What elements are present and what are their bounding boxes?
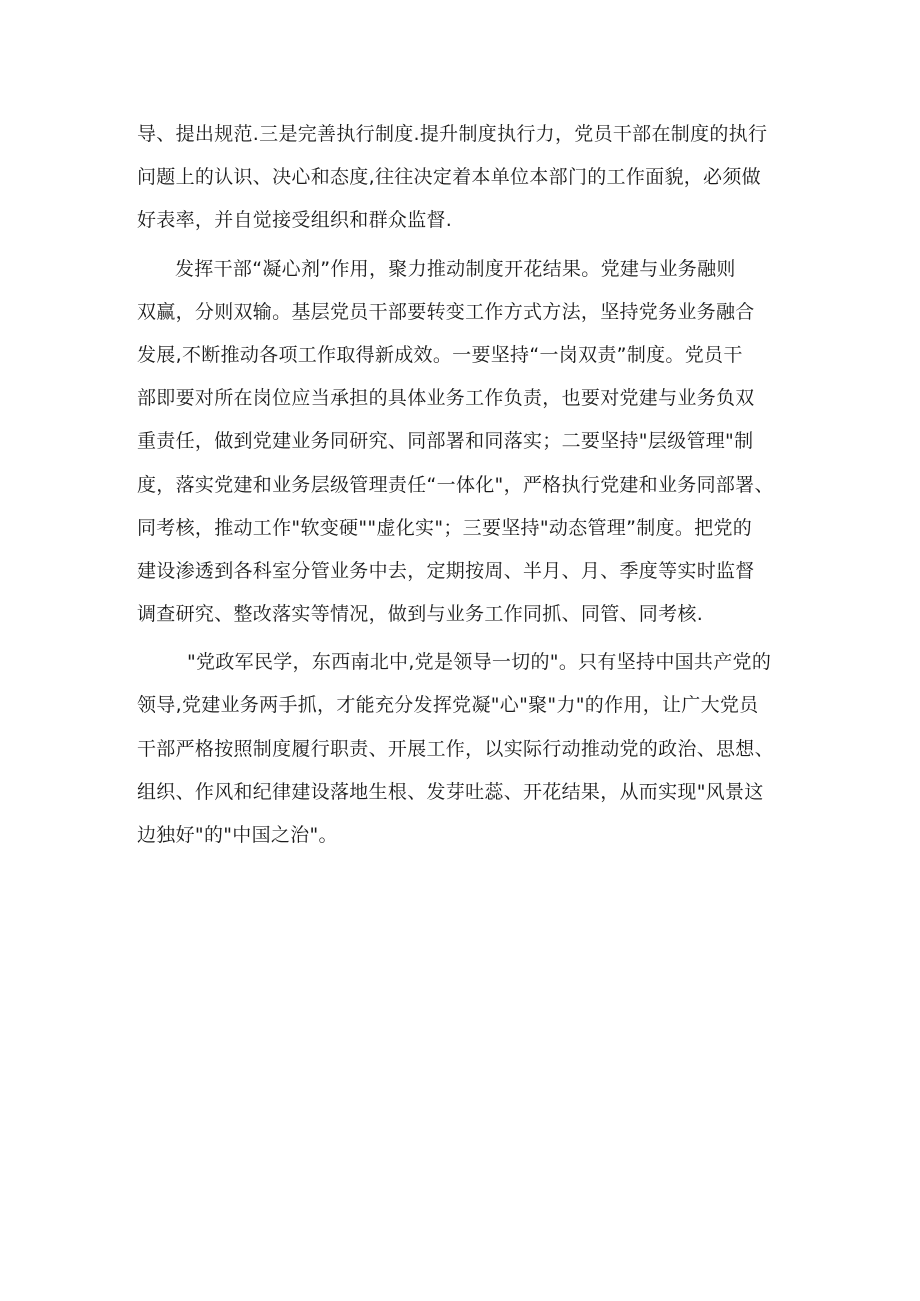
paragraph-2-line-9: 调查研究、整改落实等情况，做到与业务工作同抓、同管、同考核. bbox=[137, 603, 704, 626]
paragraph-3-line-5: 边独好"的"中国之治"。 bbox=[137, 824, 338, 846]
paragraph-2-line-4: 部即要对所在岗位应当承担的具体业务工作负责，也要对党建与业务负双 bbox=[137, 387, 755, 410]
paragraph-3-line-4: 组织、作风和纪律建设落地生根、发芽吐蕊、开花结果，从而实现"风景这 bbox=[137, 780, 764, 803]
paragraph-2-line-5: 重责任，做到党建业务同研究、同部署和同落实；二要坚持"层级管理"制 bbox=[137, 430, 754, 453]
paragraph-3-line-3: 干部严格按照制度履行职责、开展工作，以实际行动推动党的政治、思想、 bbox=[137, 737, 774, 760]
paragraph-3-line-2: 领导,党建业务两手抓，才能充分发挥党凝"心"聚"力"的作用，让广大党员 bbox=[137, 694, 759, 717]
document-body bbox=[137, 113, 797, 857]
paragraph-1-line-3: 好表率，并自觉接受组织和群众监督. bbox=[137, 209, 453, 232]
paragraph-2-line-3: 发展,不断推动各项工作取得新成效。一要坚持“一岗双责”制度。党员干 bbox=[137, 343, 743, 366]
paragraph-1-line-1: 导、提出规范.三是完善执行制度.提升制度执行力，党员干部在制度的执行 bbox=[137, 123, 768, 145]
paragraph-2-line-8: 建设渗透到各科室分管业务中去，定期按周、半月、月、季度等实时监督 bbox=[137, 559, 755, 582]
paragraph-2-line-1: 发挥干部“凝心剂”作用，聚力推动制度开花结果。党建与业务融则 bbox=[175, 257, 736, 280]
paragraph-1-line-2: 问题上的认识、决心和态度,往往决定着本单位本部门的工作面貌，必须做 bbox=[137, 166, 761, 189]
paragraph-2-line-2: 双赢，分则双输。基层党员干部要转变工作方式方法，坚持党务业务融合 bbox=[137, 300, 755, 323]
paragraph-2-line-7: 同考核，推动工作"软变硬""虚化实"；三要坚持"动态管理”制度。把党的 bbox=[137, 516, 753, 539]
paragraph-3-line-1: "党政军民学，东西南北中,党是领导一切的"。只有坚持中国共产党的 bbox=[187, 651, 772, 674]
paragraph-2-line-6: 度，落实党建和业务层级管理责任“一体化"，严格执行党建和业务同部署、 bbox=[137, 473, 774, 496]
